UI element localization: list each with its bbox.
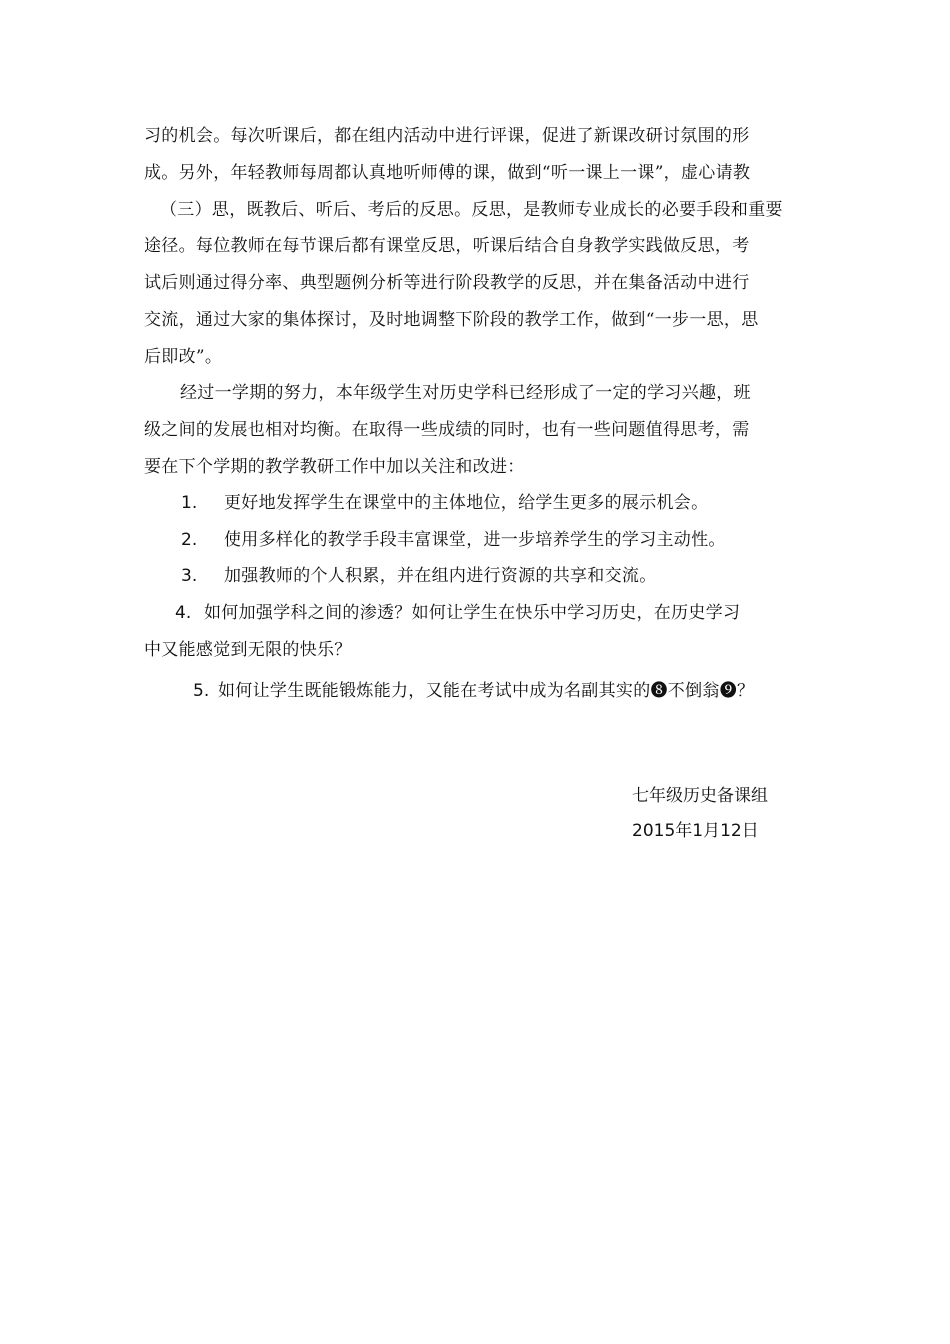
date-month: 1 xyxy=(692,821,704,841)
date-year: 2015 xyxy=(632,821,676,841)
paragraph-2-line-5: 后即改”。 xyxy=(144,347,223,367)
date-month-unit: 月 xyxy=(703,821,721,841)
list-item-4-text-line-2: 中又能感觉到无限的快乐？ xyxy=(144,640,352,660)
paragraph-3-line-2: 级之间的发展也相对均衡。在取得一些成绩的同时，也有一些问题值得思考，需 xyxy=(144,420,750,440)
list-item-2-number: 2. xyxy=(181,530,198,550)
date-day: 12 xyxy=(720,821,742,841)
list-item-1-number: 1. xyxy=(181,493,198,513)
list-item-5-text: 如何让学生既能锻炼能力，又能在考试中成为名副其实的❽不倒翁❾？ xyxy=(218,681,755,701)
paragraph-2-line-3: 试后则通过得分率、典型题例分析等进行阶段教学的反思，并在集备活动中进行 xyxy=(144,273,750,293)
list-item-4-text-line-1: 如何加强学科之间的渗透？如何让学生在快乐中学习历史，在历史学习 xyxy=(204,603,741,623)
date-year-unit: 年 xyxy=(675,821,693,841)
list-item-3-text: 加强教师的个人积累，并在组内进行资源的共享和交流。 xyxy=(224,566,657,586)
paragraph-1-line-2: 成。另外，年轻教师每周都认真地听师傅的课，做到“听一课上一课”，虚心请教 xyxy=(144,163,751,183)
paragraph-3-line-1: 经过一学期的努力，本年级学生对历史学科已经形成了一定的学习兴趣，班 xyxy=(180,383,751,403)
signature-date xyxy=(632,819,759,843)
list-item-3-number: 3. xyxy=(181,566,198,586)
list-item-2-text: 使用多样化的教学手段丰富课堂，进一步培养学生的学习主动性。 xyxy=(224,530,726,550)
paragraph-1-line-1: 习的机会。每次听课后，都在组内活动中进行评课，促进了新课改研讨氛围的形 xyxy=(144,126,750,146)
paragraph-2-line-1: （三）思，既教后、听后、考后的反思。反思，是教师专业成长的必要手段和重要 xyxy=(160,200,783,220)
paragraph-2-line-4: 交流，通过大家的集体探讨，及时地调整下阶段的教学工作，做到“一步一思，思 xyxy=(144,310,759,330)
list-item-5-number: 5. xyxy=(193,681,210,701)
signature-group: 七年级历史备课组 xyxy=(632,786,768,806)
list-item-1-text: 更好地发挥学生在课堂中的主体地位，给学生更多的展示机会。 xyxy=(224,493,709,513)
paragraph-3-line-3: 要在下个学期的教学教研工作中加以关注和改进： xyxy=(144,457,525,477)
list-item-4-number: 4. xyxy=(175,603,192,623)
date-day-unit: 日 xyxy=(741,821,759,841)
paragraph-2-line-2: 途径。每位教师在每节课后都有课堂反思，听课后结合自身教学实践做反思，考 xyxy=(144,236,750,256)
